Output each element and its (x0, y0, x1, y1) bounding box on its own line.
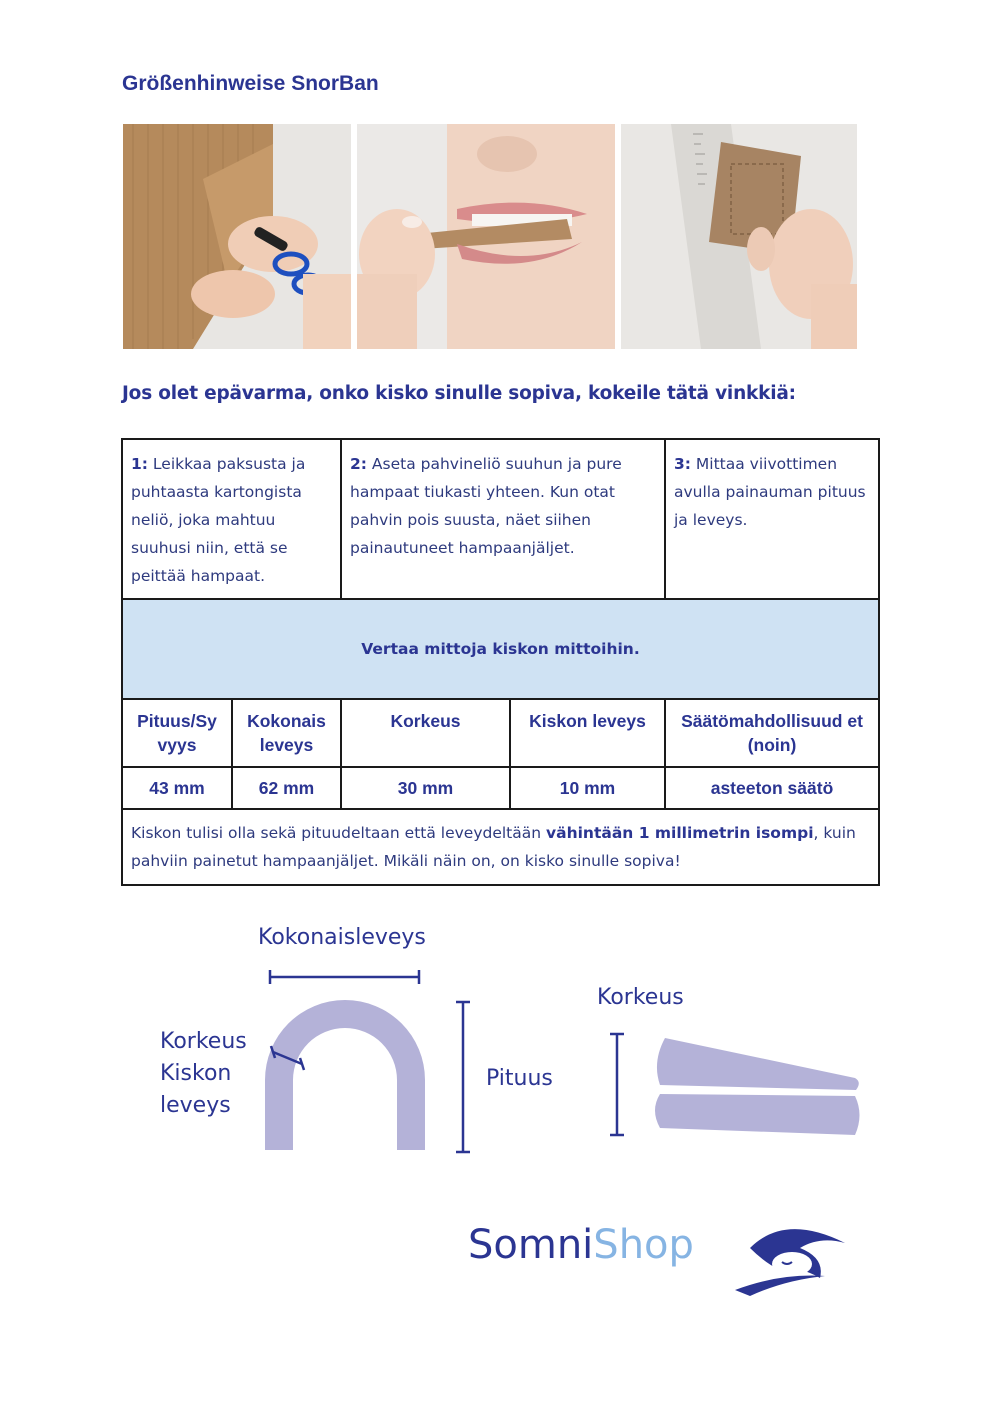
fit-note: Kiskon tulisi olla sekä pituudeltaan että leveydeltään vähintään 1 millimetrin isompi, kuin pahviin painetut hampaanjäljet. Mikäli näin on, on kisko sinulle sopiva! (122, 809, 879, 885)
header-height: Korkeus (341, 699, 510, 767)
total-width-dimension (270, 970, 419, 984)
somnishop-logo (468, 1222, 694, 1268)
step-1 (122, 439, 341, 599)
step-text: Leikkaa paksusta ja puhtaasta kartongista neliö, joka mahtuu suuhusi niin, että se peittää hampaat. (131, 455, 306, 585)
page-title: Größenhinweise SnorBan (122, 72, 379, 95)
step-number: 2: (350, 455, 367, 473)
header-adjustment: Säätömahdollisuud et (noin) (665, 699, 879, 767)
photo-biting-cardboard (357, 124, 615, 349)
header-total-width: Kokonais leveys (232, 699, 341, 767)
header-row (122, 699, 879, 767)
photo-cutting-cardboard (123, 124, 351, 349)
header-length: Pituus/Sy vyys (122, 699, 232, 767)
step-number: 1: (131, 455, 148, 473)
photo-measuring-ruler (621, 124, 857, 349)
section-subtitle: Jos olet epävarma, onko kisko sinulle sopiva, kokeile tätä vinkkiä: (122, 383, 796, 404)
sleeping-face-icon (730, 1218, 855, 1298)
label-kiskon: Kiskon (160, 1061, 232, 1086)
label-korkeus-left: Korkeus (160, 1029, 247, 1054)
logo-text-somni: Somni (468, 1222, 594, 1268)
step-number: 3: (674, 455, 691, 473)
compare-instruction: Vertaa mittoja kiskon mittoihin. (122, 599, 879, 699)
height-dimension (610, 1034, 624, 1135)
size-table (121, 438, 880, 886)
splint-side-view-upper (657, 1038, 859, 1090)
splint-diagram (0, 960, 1000, 1160)
label-kokonaisleveys: Kokonaisleveys (258, 925, 426, 950)
logo-text-shop: Shop (593, 1222, 694, 1268)
value-adjustment: asteeton säätö (665, 767, 879, 809)
note-row (122, 809, 879, 885)
value-total-width: 62 mm (232, 767, 341, 809)
step-text: Aseta pahvineliö suuhun ja pure hampaat tiukasti yhteen. Kun otat pahvin pois suusta, näet siihen painautuneet hampaanjäljet. (350, 455, 622, 557)
value-row (122, 767, 879, 809)
steps-row (122, 439, 879, 599)
value-length: 43 mm (122, 767, 232, 809)
value-splint-width: 10 mm (510, 767, 665, 809)
value-height: 30 mm (341, 767, 510, 809)
label-korkeus-right: Korkeus (597, 985, 684, 1010)
fit-note-emphasis: vähintään 1 millimetrin isompi (546, 824, 814, 842)
label-leveys: leveys (160, 1093, 231, 1118)
step-2 (341, 439, 665, 599)
header-splint-width: Kiskon leveys (510, 699, 665, 767)
label-pituus: Pituus (486, 1066, 553, 1091)
step-text: Mittaa viivottimen avulla painauman pituus ja leveys. (674, 455, 866, 529)
length-dimension (456, 1002, 470, 1152)
splint-side-view-lower (655, 1094, 860, 1135)
splint-top-view-shape (265, 1000, 425, 1150)
compare-row (122, 599, 879, 699)
step-3 (665, 439, 879, 599)
